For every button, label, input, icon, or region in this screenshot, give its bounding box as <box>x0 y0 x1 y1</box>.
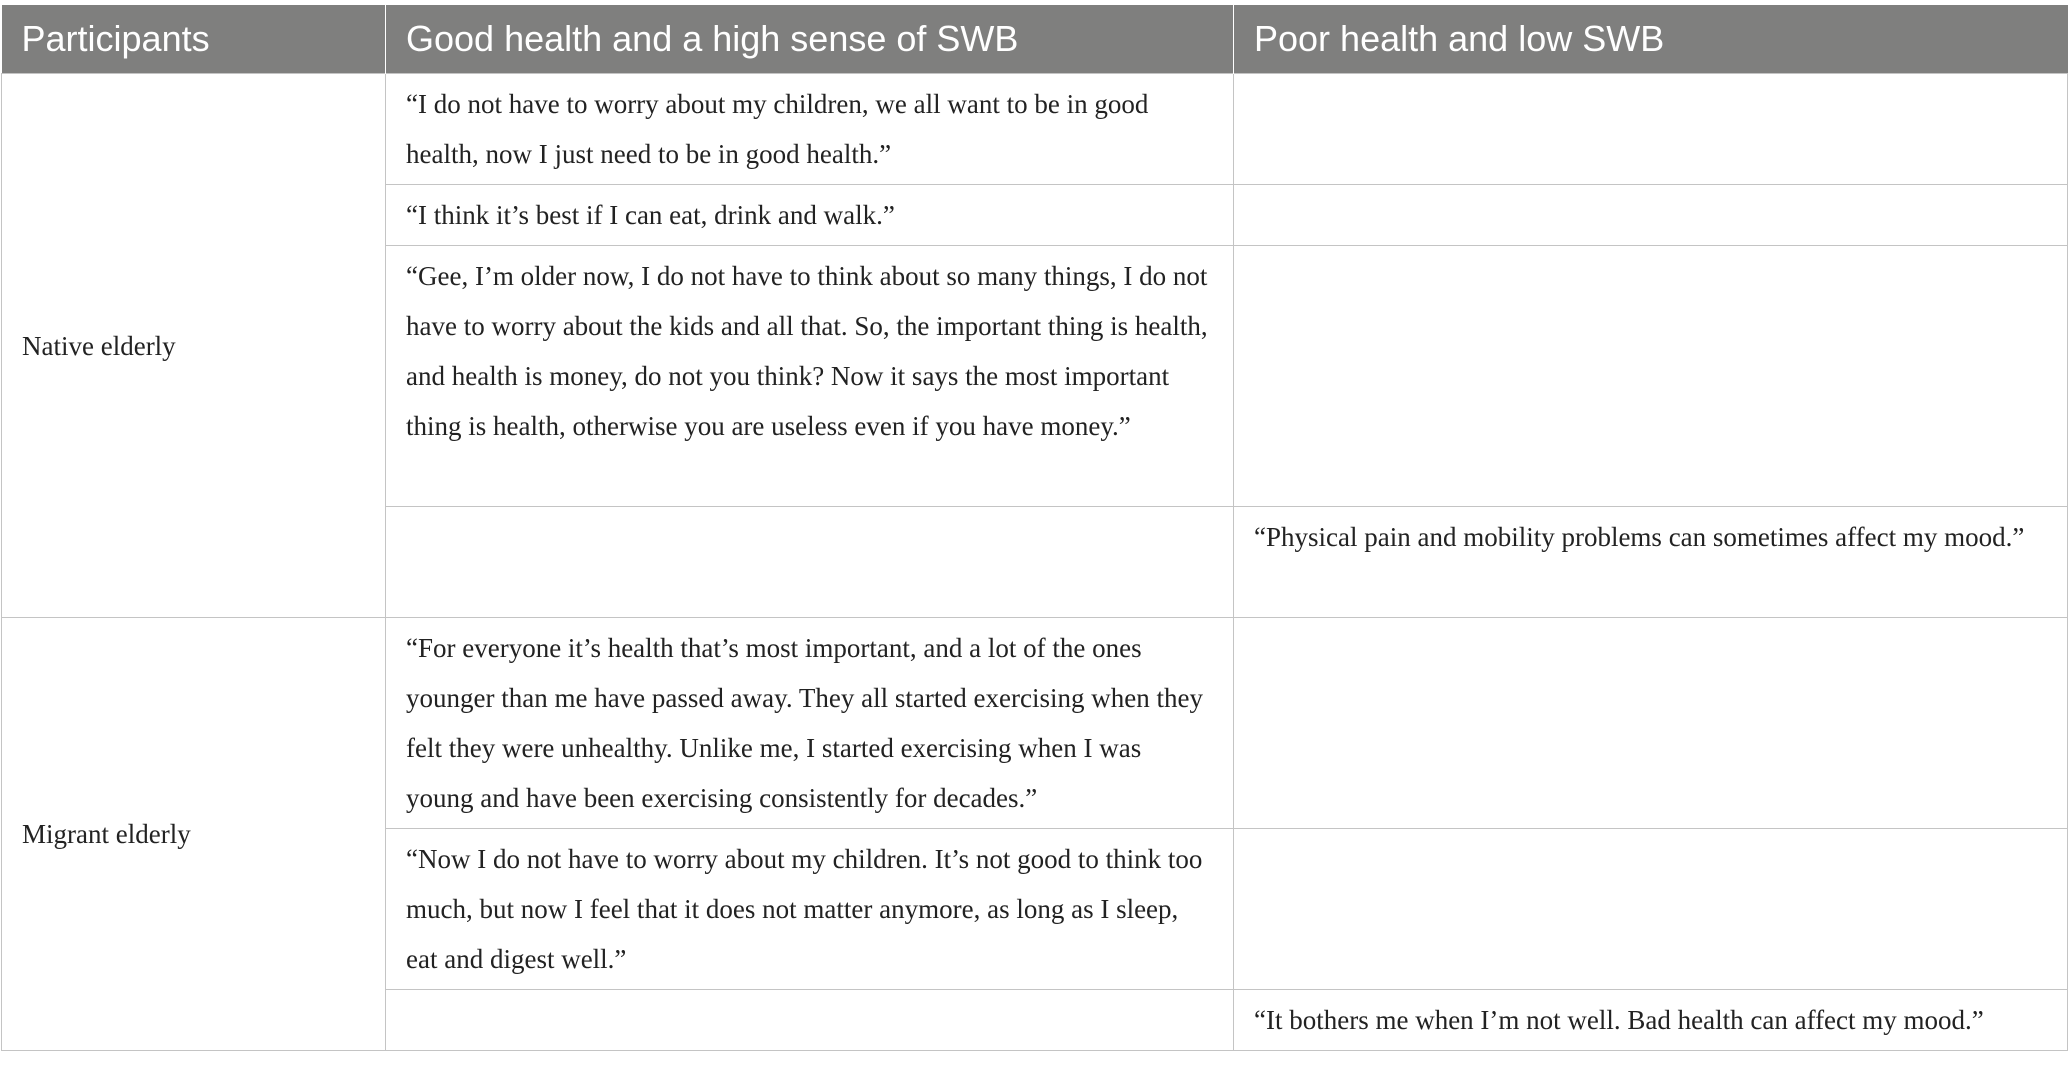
good-health-quote: “I do not have to worry about my children, we all want to be in good health, now I just need to be in good health.” <box>386 74 1234 185</box>
good-health-quote: “I think it’s best if I can eat, drink and walk.” <box>386 185 1234 246</box>
good-health-quote: “Now I do not have to worry about my children. It’s not good to think too much, but now I feel that it does not matter anymore, as long as I sleep, eat and digest well.” <box>386 829 1234 990</box>
poor-health-quote <box>1234 829 2068 990</box>
good-health-quote <box>386 507 1234 618</box>
participant-cell-native: Native elderly <box>2 74 386 618</box>
good-health-quote <box>386 990 1234 1051</box>
quotes-table <box>1 5 2068 1051</box>
table-row <box>2 74 2068 185</box>
poor-health-quote <box>1234 246 2068 507</box>
table-row <box>2 618 2068 829</box>
poor-health-quote: “Physical pain and mobility problems can sometimes affect my mood.” <box>1234 507 2068 618</box>
good-health-quote: “For everyone it’s health that’s most important, and a lot of the ones younger than me have passed away. They all started exercising when they felt they were unhealthy. Unlike me, I started exercising when I was young and have been exercising consistently for decades.” <box>386 618 1234 829</box>
participant-cell-migrant: Migrant elderly <box>2 618 386 1051</box>
header-poor-health: Poor health and low SWB <box>1234 5 2068 74</box>
poor-health-quote <box>1234 74 2068 185</box>
poor-health-quote: “It bothers me when I’m not well. Bad health can affect my mood.” <box>1234 990 2068 1051</box>
header-good-health: Good health and a high sense of SWB <box>386 5 1234 74</box>
header-row <box>2 5 2068 74</box>
good-health-quote: “Gee, I’m older now, I do not have to think about so many things, I do not have to worry about the kids and all that. So, the important thing is health, and health is money, do not you think? Now it says the most important thing is health, otherwise you are useless even if you have money.” <box>386 246 1234 507</box>
poor-health-quote <box>1234 618 2068 829</box>
header-participants: Participants <box>2 5 386 74</box>
poor-health-quote <box>1234 185 2068 246</box>
